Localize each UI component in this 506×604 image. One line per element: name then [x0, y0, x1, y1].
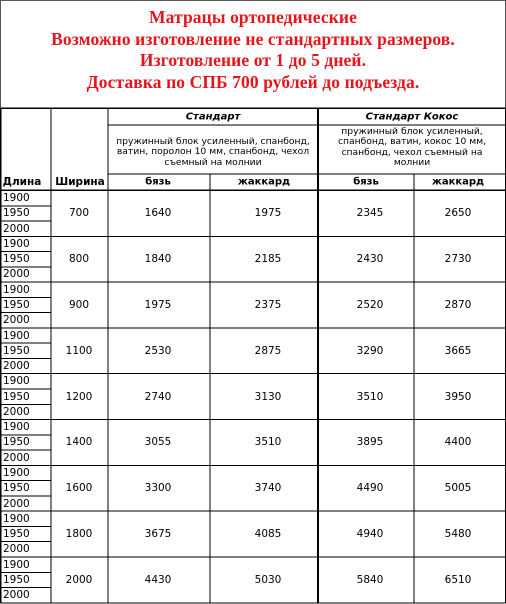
length-value: 2000: [3, 268, 30, 281]
length-value: 1950: [3, 299, 30, 312]
subheader-coconut-jacquard: жаккард: [431, 176, 485, 188]
price-standard-jacquard: 4085: [254, 528, 282, 541]
price-coconut-calico: 3510: [356, 390, 384, 403]
length-value: 2000: [3, 497, 30, 510]
length-value: 1950: [3, 528, 30, 541]
price-standard-jacquard: 3510: [254, 436, 282, 449]
header-line-lead-time: Изготовление от 1 до 5 дней.: [139, 50, 367, 70]
subheader-standard-calico: бязь: [145, 176, 171, 188]
length-value: 2000: [3, 543, 30, 556]
width-value: 900: [68, 299, 90, 312]
price-standard-jacquard: 5030: [254, 573, 282, 586]
width-value: 2000: [65, 573, 93, 586]
price-standard-jacquard: 3740: [254, 482, 282, 495]
price-coconut-calico: 4940: [356, 528, 384, 541]
price-coconut-calico: 5840: [356, 573, 384, 586]
price-standard-jacquard: 2375: [254, 299, 282, 312]
width-value: 1800: [65, 528, 93, 541]
width-value: 1200: [65, 390, 93, 403]
header-line-title: Матрацы ортопедические: [149, 7, 357, 27]
length-value: 1950: [3, 436, 30, 449]
group-standard-name: Стандарт: [185, 111, 241, 123]
length-value: 2000: [3, 360, 30, 373]
price-standard-calico: 4430: [144, 573, 172, 586]
group-coconut-name: Стандарт Кокос: [365, 111, 459, 123]
price-coconut-calico: 2520: [356, 299, 384, 312]
price-standard-calico: 3055: [144, 436, 172, 449]
price-standard-jacquard: 3130: [254, 390, 282, 403]
price-coconut-jacquard: 3665: [444, 344, 472, 357]
length-value: 2000: [3, 451, 30, 464]
length-value: 1950: [3, 390, 30, 403]
header-line-delivery: Доставка по СПБ 700 рублей до подъезда.: [86, 71, 420, 92]
price-coconut-jacquard: 2650: [444, 207, 472, 220]
column-header-width: Ширина: [55, 176, 105, 188]
group-coconut-description: пружинный блок усиленный, спанбонд, ватин, кокос 10 мм, спанбонд, чехол съемный на молнии: [337, 126, 487, 168]
price-coconut-jacquard: 6510: [444, 573, 472, 586]
price-coconut-calico: 2345: [356, 207, 384, 220]
price-coconut-jacquard: 2730: [444, 253, 472, 266]
length-value: 2000: [3, 405, 30, 418]
length-value: 1950: [3, 482, 30, 495]
length-value: 1900: [3, 558, 30, 571]
length-value: 1950: [3, 573, 30, 586]
price-coconut-jacquard: 2870: [444, 299, 472, 312]
price-coconut-calico: 3895: [356, 436, 384, 449]
length-value: 1900: [3, 512, 30, 525]
length-value: 2000: [3, 589, 30, 602]
width-value: 1400: [65, 436, 93, 449]
price-standard-calico: 1840: [144, 253, 172, 266]
price-coconut-jacquard: 5480: [444, 528, 472, 541]
subheader-coconut-calico: бязь: [353, 176, 379, 188]
width-value: 1100: [65, 344, 93, 357]
length-value: 1900: [3, 192, 30, 205]
price-coconut-jacquard: 5005: [444, 482, 472, 495]
width-value: 1600: [65, 482, 93, 495]
price-coconut-calico: 2430: [356, 253, 384, 266]
price-standard-calico: 3675: [144, 528, 172, 541]
length-value: 1900: [3, 466, 30, 479]
price-standard-calico: 1640: [144, 207, 172, 220]
price-standard-jacquard: 2875: [254, 344, 282, 357]
length-value: 1900: [3, 237, 30, 250]
length-value: 2000: [3, 314, 30, 327]
header-line-custom-sizes: Возможно изготовление не стандартных размеров.: [51, 28, 455, 49]
length-value: 1900: [3, 421, 30, 434]
length-value: 1900: [3, 283, 30, 296]
length-value: 1950: [3, 253, 30, 266]
length-value: 1900: [3, 375, 30, 388]
price-standard-jacquard: 2185: [254, 253, 282, 266]
price-standard-calico: 3300: [144, 482, 172, 495]
price-coconut-calico: 4490: [356, 482, 384, 495]
subheader-standard-jacquard: жаккард: [237, 176, 291, 188]
length-value: 1900: [3, 329, 30, 342]
length-value: 2000: [3, 222, 30, 235]
price-standard-jacquard: 1975: [254, 207, 282, 220]
column-header-length: Длина: [2, 176, 42, 188]
length-value: 1950: [3, 344, 30, 357]
price-standard-calico: 2530: [144, 344, 172, 357]
length-value: 1950: [3, 207, 30, 220]
width-value: 800: [68, 253, 90, 266]
price-coconut-jacquard: 4400: [444, 436, 472, 449]
price-standard-calico: 2740: [144, 390, 172, 403]
price-coconut-calico: 3290: [356, 344, 384, 357]
price-coconut-jacquard: 3950: [444, 390, 472, 403]
width-value: 700: [68, 207, 90, 220]
group-standard-description: пружинный блок усиленный, спанбонд, ватин, поролон 10 мм, спанбонд, чехол съемный на молнии: [116, 136, 310, 168]
price-standard-calico: 1975: [144, 299, 172, 312]
